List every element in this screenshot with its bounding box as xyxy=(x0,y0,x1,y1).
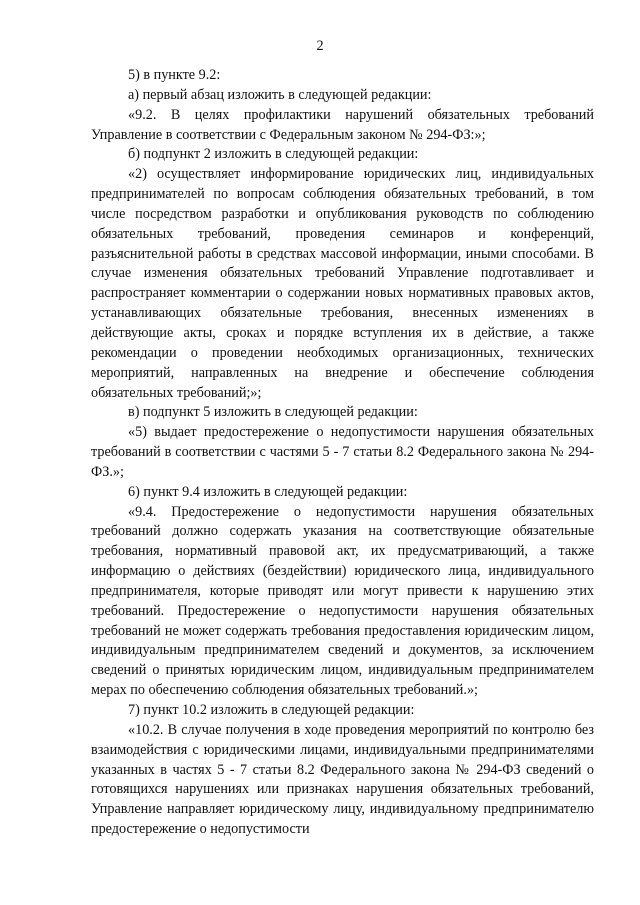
paragraph: в) подпункт 5 изложить в следующей редакции: xyxy=(128,404,418,421)
document-body xyxy=(91,66,594,840)
paragraph: а) первый абзац изложить в следующей редакции: xyxy=(128,86,432,103)
paragraph: «9.4. Предостережение о недопустимости нарушения обязательных требований должно содержать указания на соответствующие обязательные требования, нормативный правовой акт, их предусматривающий, а также информацию о действиях (бездействии) юридического лица, индивидуального предпринимателя, которые приводят или могут привести к нарушению этих требований. Предостережение о недопустимости нарушения обязательных требований не может содержать требования предоставления юридическим лицом, индивидуальным предпринимателем сведений и документов, за исключением сведений о принятых юридическим лицом, индивидуальным предпринимателем мерах по обеспечению соблюдения обязательных требований.»; xyxy=(91,503,594,699)
paragraph: б) подпункт 2 изложить в следующей редакции: xyxy=(128,146,419,163)
paragraph: «9.2. В целях профилактики нарушений обязательных требований Управление в соответствии с Федеральным законом № 294-ФЗ:»; xyxy=(91,106,594,143)
paragraph: 5) в пункте 9.2: xyxy=(128,67,221,83)
paragraph: 7) пункт 10.2 изложить в следующей редакции: xyxy=(128,702,415,718)
paragraph: 6) пункт 9.4 изложить в следующей редакции: xyxy=(128,483,408,500)
page-number: 2 xyxy=(316,38,324,54)
paragraph: «5) выдает предостережение о недопустимости нарушения обязательных требований в соответствии с частями 5 - 7 статьи 8.2 Федерального закона № 294-ФЗ.»; xyxy=(91,424,594,480)
paragraph: «2) осуществляет информирование юридических лиц, индивидуальных предпринимателей по вопросам соблюдения обязательных требований, в том числе посредством разработки и опубликования руководств по соблюдению обязательных требований, проведения семинаров и конференций, разъяснительной работы в средствах массовой информации, иными способами. В случае изменения обязательных требований Управление подготавливает и распространяет комментарии о содержании новых нормативных правовых актов, устанавливающих обязательные требования, внесенных изменениях в действующие акты, сроках и порядке вступления их в действие, а также рекомендации о проведении необходимых организационных, технических мероприятий, направленных на внедрение и обеспечение соблюдения обязательных требований;»; xyxy=(91,166,594,401)
paragraph: «10.2. В случае получения в ходе проведения мероприятий по контролю без взаимодействия с юридическими лицами, индивидуальными предпринимателями указанных в частях 5 - 7 статьи 8.2 Федерального закона № 294-ФЗ сведений о готовящихся нарушениях или признаках нарушения обязательных требований, Управление направляет юридическому лицу, индивидуальному предпринимателю предостережение о недопустимости xyxy=(91,721,594,838)
